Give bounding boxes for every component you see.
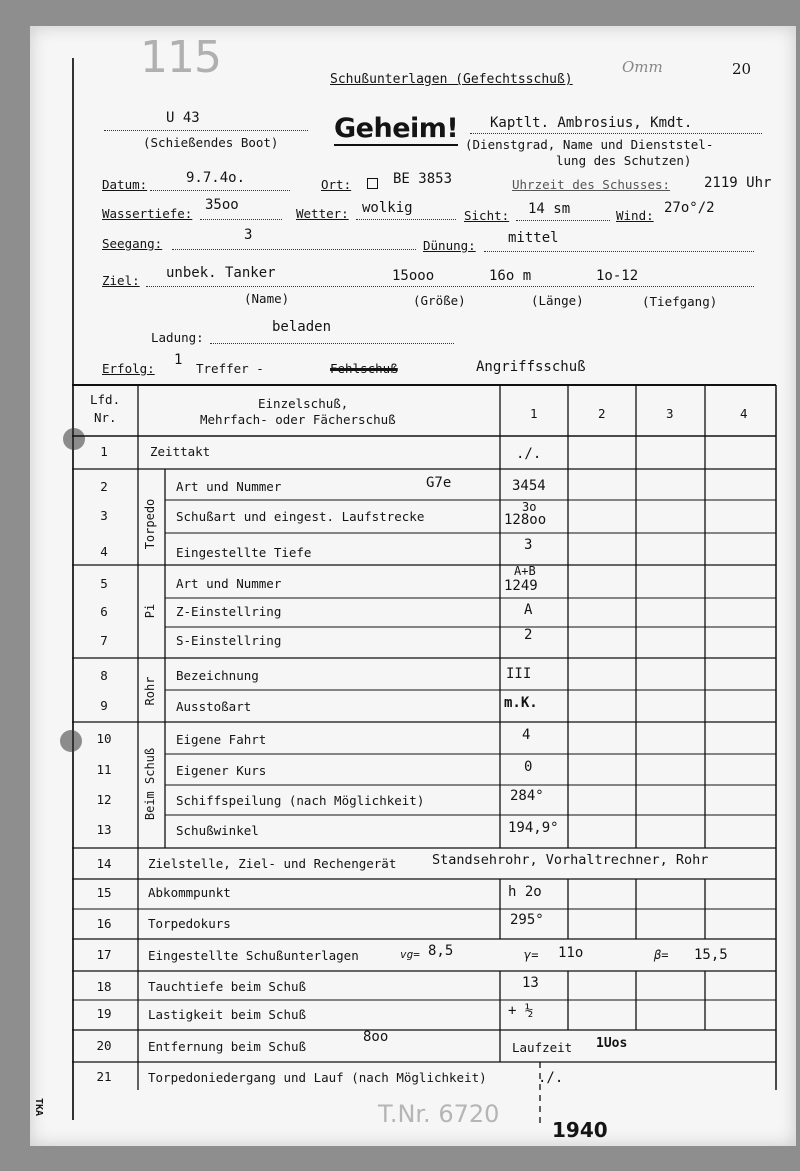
archive-number: T.Nr. 6720	[378, 1100, 500, 1128]
header-col-1: 1	[530, 406, 538, 421]
wassertiefe-value: 35oo	[205, 197, 239, 213]
row-12-label: Schiffspeilung (nach Möglichkeit)	[176, 793, 425, 808]
form-title: Schußunterlagen (Gefechtsschuß)	[330, 72, 573, 87]
uhrzeit-label: Uhrzeit des Schusses:	[512, 177, 671, 192]
row-1-label: Zeittakt	[150, 444, 211, 459]
row-14-label: Zielstelle, Ziel- und Rechengerät	[148, 856, 397, 871]
row-11-number: 11	[96, 762, 112, 777]
header-desc-2: Mehrfach- oder Fächerschuß	[200, 412, 396, 427]
laenge-label: (Länge)	[531, 293, 584, 308]
erfolg-count: 1	[174, 352, 183, 368]
row-5-value: 1249	[504, 578, 538, 594]
row-8-label: Bezeichnung	[176, 668, 259, 683]
row-7-label: S-Einstellring	[176, 633, 282, 648]
row-4-label: Eingestellte Tiefe	[176, 545, 312, 560]
ort-value: BE 3853	[393, 171, 453, 187]
row-18-number: 18	[96, 979, 112, 994]
group-rohr: Rohr	[143, 676, 157, 706]
uhrzeit-value: 2119 Uhr	[704, 175, 772, 191]
row-14-number: 14	[96, 856, 112, 871]
row-8-number: 8	[100, 668, 108, 683]
row-7-value: 2	[524, 627, 533, 643]
row-4-value: 3	[524, 537, 533, 553]
erfolg-struck: Fehlschuß	[330, 361, 398, 376]
row-19-number: 19	[96, 1006, 112, 1021]
row-2-number: 2	[100, 479, 108, 494]
row-19-label: Lastigkeit beim Schuß	[148, 1007, 307, 1022]
header-col-2: 2	[598, 406, 606, 421]
row-5-value-top: A+B	[514, 564, 536, 578]
erfolg-text: Treffer -	[196, 361, 264, 376]
ort-label: Ort:	[321, 177, 352, 192]
row-10-label: Eigene Fahrt	[176, 732, 267, 747]
row-21-value: ./.	[538, 1070, 564, 1086]
groesse-label: (Größe)	[413, 293, 466, 308]
row-17-v-value: 8,5	[428, 943, 454, 959]
row-6-number: 6	[100, 604, 108, 619]
header-lfd-1: Lfd.	[90, 392, 121, 407]
row-19-value: + ½	[508, 1003, 534, 1019]
row-11-value: 0	[524, 759, 533, 775]
wind-label: Wind:	[616, 208, 654, 223]
group-torpedo: Torpedo	[143, 498, 157, 550]
group-pi: Pi	[143, 603, 157, 619]
commander-label-2: lung des Schutzen)	[556, 153, 692, 168]
seegang-value: 3	[244, 227, 253, 243]
wind-value: 27o°/2	[664, 200, 715, 216]
row-20-label: Entfernung beim Schuß	[148, 1039, 307, 1054]
wassertiefe-label: Wassertiefe:	[102, 206, 193, 221]
initials: Omm	[622, 58, 663, 76]
ziel-name-value: unbek. Tanker	[166, 265, 276, 281]
row-21-label: Torpedoniedergang und Lauf (nach Möglichkeit)	[148, 1070, 487, 1085]
row-2-value: 3454	[512, 478, 546, 494]
row-6-label: Z-Einstellring	[176, 604, 282, 619]
row-17-g-value: 11o	[558, 945, 584, 961]
row-17-b-label: β=	[654, 948, 669, 962]
row-13-number: 13	[96, 822, 112, 837]
row-17-v-label: vg=	[400, 948, 420, 961]
year-stamp: 1940	[552, 1118, 608, 1142]
row-13-label: Schußwinkel	[176, 823, 259, 838]
row-17-b-value: 15,5	[694, 947, 728, 963]
row-8-value: III	[506, 666, 532, 682]
row-20-laufzeit-label: Laufzeit	[512, 1040, 573, 1055]
row-9-label: Ausstoßart	[176, 699, 252, 714]
duenung-label: Dünung:	[423, 238, 476, 253]
header-col-3: 3	[666, 406, 674, 421]
datum-value: 9.7.4o.	[186, 170, 246, 186]
seegang-label: Seegang:	[102, 236, 163, 251]
row-9-number: 9	[100, 698, 108, 713]
header-desc-1: Einzelschuß,	[258, 396, 349, 411]
ziel-groesse-value: 15ooo	[392, 268, 435, 284]
ziel-label: Ziel:	[102, 273, 140, 288]
row-7-number: 7	[100, 633, 108, 648]
row-18-value: 13	[522, 975, 539, 991]
row-10-number: 10	[96, 731, 112, 746]
row-18-label: Tauchtiefe beim Schuß	[148, 979, 307, 994]
row-17-g-label: γ=	[524, 948, 539, 962]
sicht-label: Sicht:	[464, 208, 510, 223]
header-lfd-2: Nr.	[94, 410, 117, 425]
wetter-label: Wetter:	[296, 206, 349, 221]
row-16-value: 295°	[510, 912, 544, 928]
row-15-value: h 2o	[508, 884, 542, 900]
row-14-value: Standsehrohr, Vorhaltrechner, Rohr	[432, 852, 709, 868]
tiefgang-label: (Tiefgang)	[642, 294, 718, 309]
row-12-number: 12	[96, 792, 112, 807]
row-17-number: 17	[96, 947, 112, 962]
row-15-number: 15	[96, 885, 112, 900]
row-9-value: m.K.	[504, 695, 538, 711]
ladung-value: beladen	[272, 319, 332, 335]
row-3-label: Schußart und eingest. Laufstrecke	[176, 509, 425, 524]
row-20-laufzeit-value: 1Uos	[596, 1036, 628, 1051]
page-number: 20	[732, 60, 752, 78]
side-mark: TKA	[33, 1098, 44, 1117]
row-13-value: 194,9°	[508, 820, 559, 836]
row-5-number: 5	[100, 576, 108, 591]
row-5-label: Art und Nummer	[176, 576, 282, 591]
secret-marking: Geheim!	[334, 113, 459, 144]
row-1-number: 1	[100, 444, 108, 459]
row-4-number: 4	[100, 544, 108, 559]
row-3-number: 3	[100, 508, 108, 523]
stamp-number: 115	[140, 32, 221, 83]
row-20-number: 20	[96, 1038, 112, 1053]
commander-label-1: (Dienstgrad, Name und Dienststel-	[465, 137, 714, 152]
group-schuss: Beim Schuß	[143, 747, 157, 821]
row-3-value-top: 3o	[522, 500, 537, 514]
header-col-4: 4	[740, 406, 748, 421]
erfolg-label: Erfolg:	[102, 361, 155, 376]
row-2-label: Art und Nummer	[176, 479, 282, 494]
ladung-label: Ladung:	[151, 330, 204, 345]
row-17-label: Eingestellte Schußunterlagen	[148, 948, 359, 963]
row-1-value: ./.	[516, 446, 542, 462]
boat-value: U 43	[166, 110, 200, 126]
row-16-number: 16	[96, 916, 112, 931]
duenung-value: mittel	[508, 230, 559, 246]
sicht-value: 14 sm	[528, 201, 571, 217]
ziel-laenge-value: 16o m	[489, 268, 532, 284]
row-21-number: 21	[96, 1069, 112, 1084]
row-6-value: A	[524, 602, 533, 618]
commander-value: Kaptlt. Ambrosius, Kmdt.	[490, 115, 693, 131]
angriff-value: Angriffsschuß	[476, 359, 586, 375]
row-15-label: Abkommpunkt	[148, 885, 231, 900]
row-3-value: 128oo	[504, 512, 547, 528]
row-20-value: 8oo	[363, 1029, 389, 1045]
datum-label: Datum:	[102, 177, 148, 192]
row-12-value: 284°	[510, 788, 544, 804]
ziel-tiefgang-value: 1o-12	[596, 268, 639, 284]
row-10-value: 4	[522, 727, 531, 743]
wetter-value: wolkig	[362, 200, 413, 216]
boat-label: (Schießendes Boot)	[143, 135, 279, 150]
row-2-note: G7e	[426, 475, 452, 491]
row-16-label: Torpedokurs	[148, 916, 231, 931]
row-11-label: Eigener Kurs	[176, 763, 267, 778]
name-label: (Name)	[244, 291, 290, 306]
